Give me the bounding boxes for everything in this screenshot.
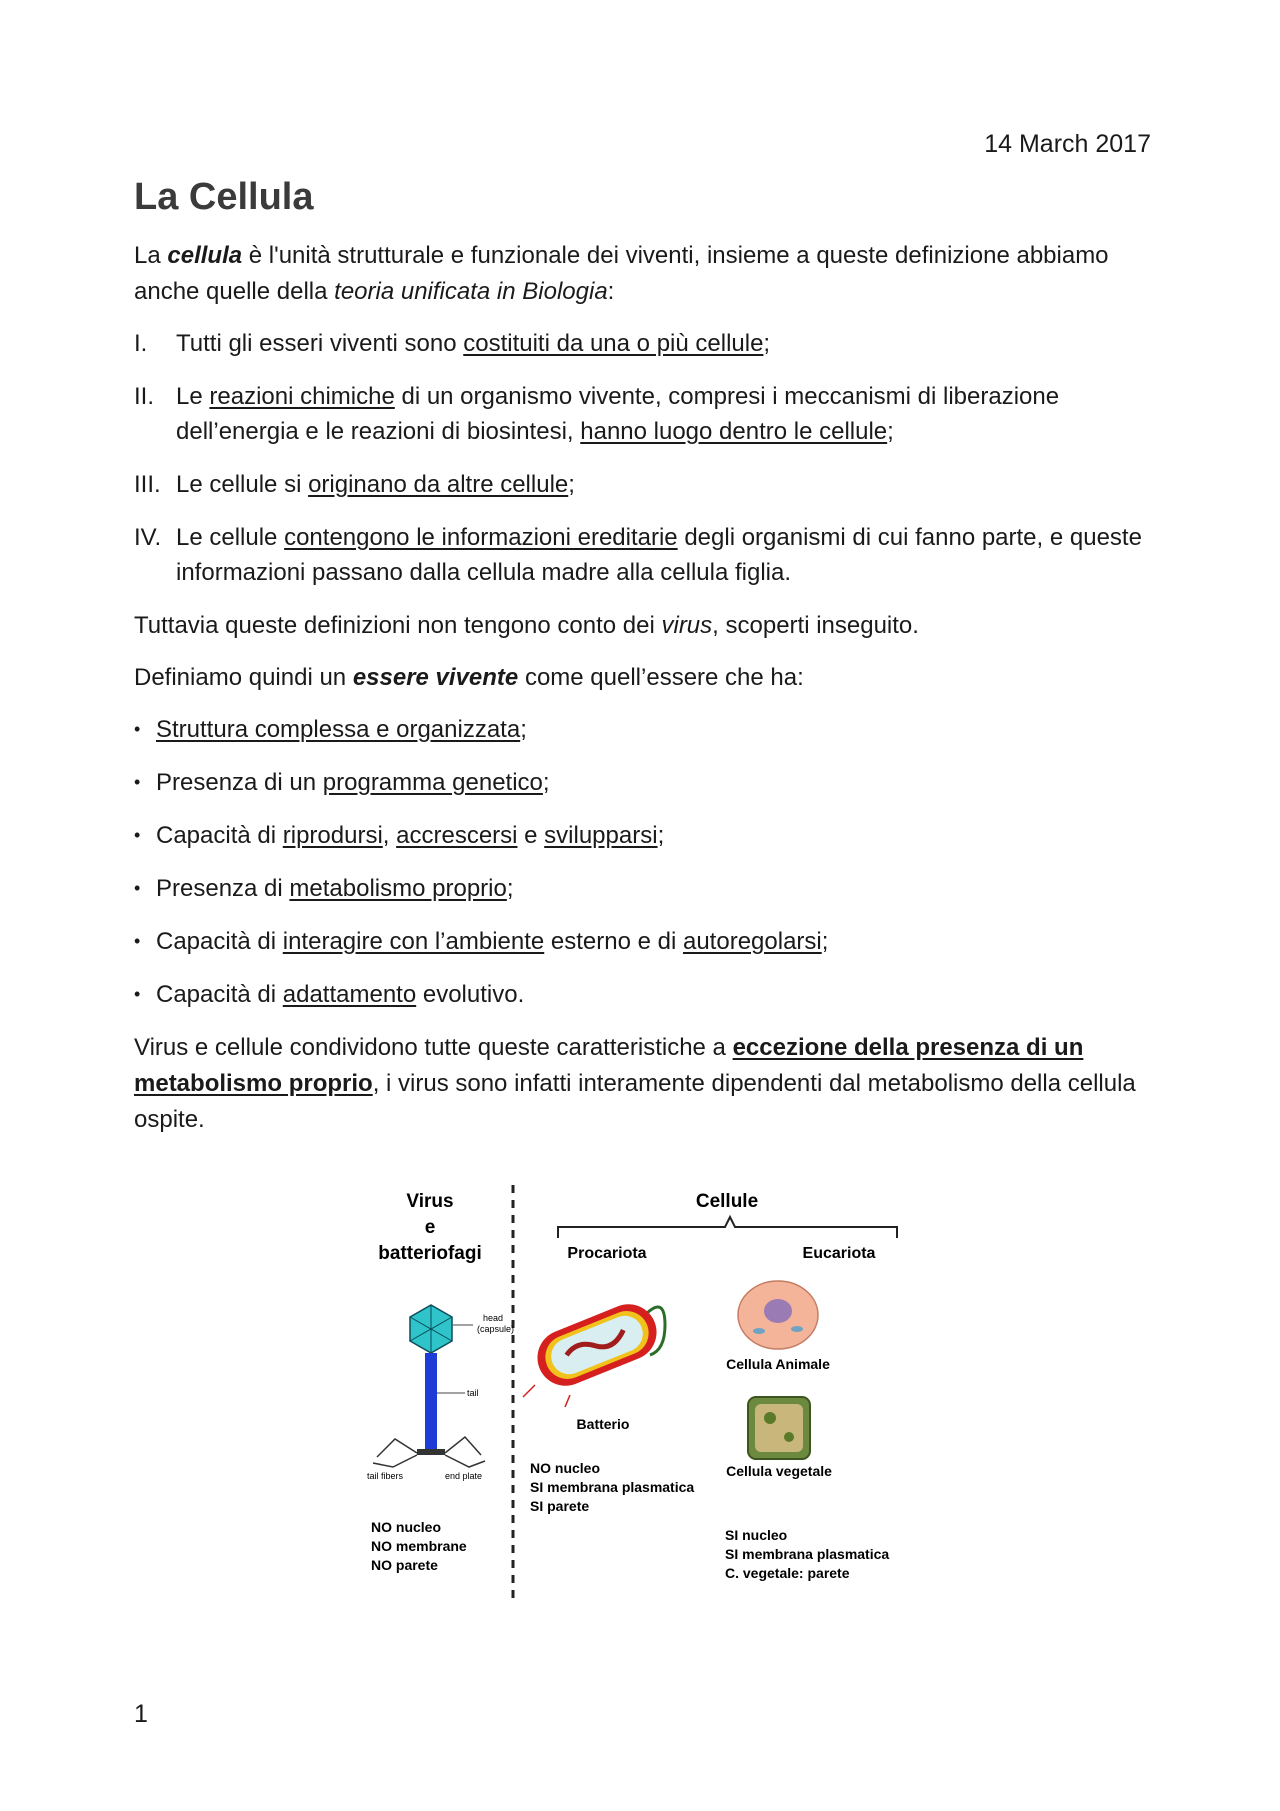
text: ; bbox=[763, 330, 771, 357]
text: Le cellule si bbox=[176, 471, 309, 498]
document-body bbox=[134, 238, 1144, 1154]
text: ; bbox=[568, 471, 575, 498]
virus-prop: NO nucleo bbox=[371, 1519, 442, 1535]
list-number: III. bbox=[134, 471, 161, 498]
text: ; bbox=[657, 822, 665, 849]
virus-title-1: Virus bbox=[406, 1191, 454, 1212]
text: ; bbox=[520, 716, 527, 743]
text: come quell’essere che ha: bbox=[518, 664, 804, 691]
animal-cell-organelle bbox=[753, 1328, 765, 1334]
text: di un organismo vivente, compresi i meccanismi di liberazione dell’energia e le reazioni di biosintesi, bbox=[176, 383, 1060, 445]
underlined-text: autoregolarsi bbox=[682, 928, 822, 955]
term-virus: virus bbox=[661, 612, 713, 639]
underlined-text: hanno luogo dentro le cellule bbox=[580, 418, 888, 445]
cellula-vegetale-label: Cellula vegetale bbox=[726, 1463, 832, 1479]
phage-tail-label: tail bbox=[467, 1388, 479, 1398]
list-item bbox=[134, 818, 1144, 853]
batterio-label: Batterio bbox=[576, 1416, 630, 1432]
text: degli organismi di cui fanno parte, e queste informazioni passano dalla cellula madre alla cellula figlia. bbox=[176, 524, 1142, 586]
page-number: 1 bbox=[134, 1700, 148, 1728]
term-essere-vivente: essere vivente bbox=[352, 664, 519, 691]
plant-cell-chloroplast bbox=[764, 1412, 776, 1424]
virus-cell-diagram bbox=[365, 1175, 925, 1615]
conclusion-paragraph bbox=[134, 1030, 1144, 1138]
list-number: I. bbox=[134, 330, 148, 357]
text: Presenza di bbox=[156, 875, 290, 902]
plant-cell-illustration bbox=[726, 1397, 832, 1479]
text: Capacità di bbox=[156, 981, 283, 1008]
underlined-text: adattamento bbox=[282, 981, 417, 1008]
prok-prop: SI membrana plasmatica bbox=[530, 1479, 695, 1495]
list-item bbox=[134, 467, 1144, 502]
phage-end-plate bbox=[417, 1449, 445, 1455]
virus-prop: NO parete bbox=[371, 1557, 438, 1573]
animal-cell-nucleus bbox=[764, 1299, 792, 1323]
list-item bbox=[134, 326, 1144, 361]
text: Capacità di bbox=[156, 928, 283, 955]
virus-title-2: e bbox=[424, 1217, 436, 1238]
term-cellula: cellula bbox=[167, 242, 243, 269]
text: , bbox=[382, 822, 397, 849]
list-item bbox=[134, 520, 1144, 590]
animal-cell-organelle bbox=[791, 1326, 803, 1332]
list-item bbox=[134, 712, 1144, 747]
underlined-text: costituiti da una o più cellule bbox=[463, 330, 764, 357]
list-item bbox=[134, 765, 1144, 800]
text: Presenza di un bbox=[156, 769, 323, 796]
underlined-text: originano da altre cellule bbox=[308, 471, 569, 498]
text: e bbox=[517, 822, 545, 849]
page-title: La Cellula bbox=[134, 176, 314, 218]
animal-cell-illustration bbox=[726, 1281, 830, 1372]
bacterium-pili bbox=[523, 1385, 535, 1397]
text: Virus e cellule condividono tutte queste caratteristiche a bbox=[134, 1034, 733, 1061]
underlined-text: metabolismo proprio bbox=[289, 875, 507, 902]
euk-prop: SI membrana plasmatica bbox=[725, 1546, 890, 1562]
phage-plate-label: end plate bbox=[445, 1471, 483, 1481]
bacterium-body bbox=[529, 1296, 665, 1394]
text: esterno e di bbox=[544, 928, 683, 955]
plant-cell-chloroplast bbox=[784, 1432, 794, 1442]
term-teoria: teoria unificata in Biologia bbox=[334, 278, 608, 305]
list-item bbox=[134, 924, 1144, 959]
text: , scoperti inseguito. bbox=[712, 612, 919, 639]
text: ; bbox=[542, 769, 550, 796]
text: , i virus sono infatti interamente dipendenti dal metabolismo della cellula ospite. bbox=[134, 1070, 1136, 1133]
plant-cell-vacuole bbox=[755, 1404, 803, 1452]
underlined-text: svilupparsi bbox=[544, 822, 658, 849]
cellula-animale-label: Cellula Animale bbox=[726, 1356, 830, 1372]
euk-prop: SI nucleo bbox=[725, 1527, 788, 1543]
prok-prop: SI parete bbox=[530, 1498, 590, 1514]
text: Le bbox=[176, 383, 210, 410]
virus-title-3: batteriofagi bbox=[378, 1243, 482, 1264]
list-number: II. bbox=[134, 383, 155, 410]
bacterium-pili bbox=[565, 1395, 570, 1407]
phage-capsule-label: (capsule) bbox=[477, 1324, 515, 1334]
text: è l'unità strutturale e funzionale dei viventi, insieme a queste definizione abbiamo anche quelle della bbox=[134, 242, 1109, 305]
underlined-text: contengono le informazioni ereditarie bbox=[284, 524, 678, 551]
text: evolutivo. bbox=[416, 981, 525, 1008]
definition-paragraph bbox=[134, 660, 1144, 696]
cells-title: Cellule bbox=[695, 1191, 759, 1212]
bold-underlined-text: eccezione della presenza di un metabolismo proprio bbox=[134, 1034, 1084, 1097]
underlined-text: accrescersi bbox=[396, 822, 518, 849]
list-number: IV. bbox=[134, 524, 162, 551]
intro-paragraph bbox=[134, 238, 1144, 310]
theory-list bbox=[134, 326, 1144, 590]
prok-prop: NO nucleo bbox=[530, 1460, 601, 1476]
underlined-text: riprodursi bbox=[282, 822, 383, 849]
text: La bbox=[134, 242, 168, 269]
eucariota-label: Eucariota bbox=[802, 1245, 876, 1262]
list-item bbox=[134, 871, 1144, 906]
text: Tuttavia queste definizioni non tengono conto dei bbox=[134, 612, 662, 639]
virus-note bbox=[134, 608, 1144, 644]
underlined-text: programma genetico bbox=[322, 769, 543, 796]
text: Le cellule bbox=[176, 524, 285, 551]
date: 14 March 2017 bbox=[984, 130, 1151, 158]
underlined-text: reazioni chimiche bbox=[209, 383, 395, 410]
list-item bbox=[134, 379, 1144, 449]
text: ; bbox=[887, 418, 894, 445]
bacterium-illustration bbox=[523, 1296, 665, 1432]
euk-prop: C. vegetale: parete bbox=[725, 1565, 850, 1581]
underlined-text: interagire con l’ambiente bbox=[282, 928, 545, 955]
text: Capacità di bbox=[156, 822, 283, 849]
phage-head-label: head bbox=[483, 1313, 504, 1323]
underlined-text: Struttura complessa e organizzata bbox=[156, 716, 521, 743]
text: ; bbox=[821, 928, 829, 955]
phage-fibers-label: tail fibers bbox=[367, 1471, 404, 1481]
text: Tutti gli esseri viventi sono bbox=[176, 330, 464, 357]
bacteriophage-illustration bbox=[367, 1305, 514, 1481]
procariota-label: Procariota bbox=[567, 1245, 647, 1262]
phage-tail bbox=[425, 1353, 437, 1449]
text: : bbox=[607, 278, 615, 305]
cells-bracket bbox=[558, 1217, 897, 1238]
list-item bbox=[134, 977, 1144, 1012]
virus-prop: NO membrane bbox=[371, 1538, 467, 1554]
text: Definiamo quindi un bbox=[134, 664, 353, 691]
diagram-svg bbox=[365, 1175, 925, 1615]
text: ; bbox=[506, 875, 514, 902]
features-list bbox=[134, 712, 1144, 1012]
